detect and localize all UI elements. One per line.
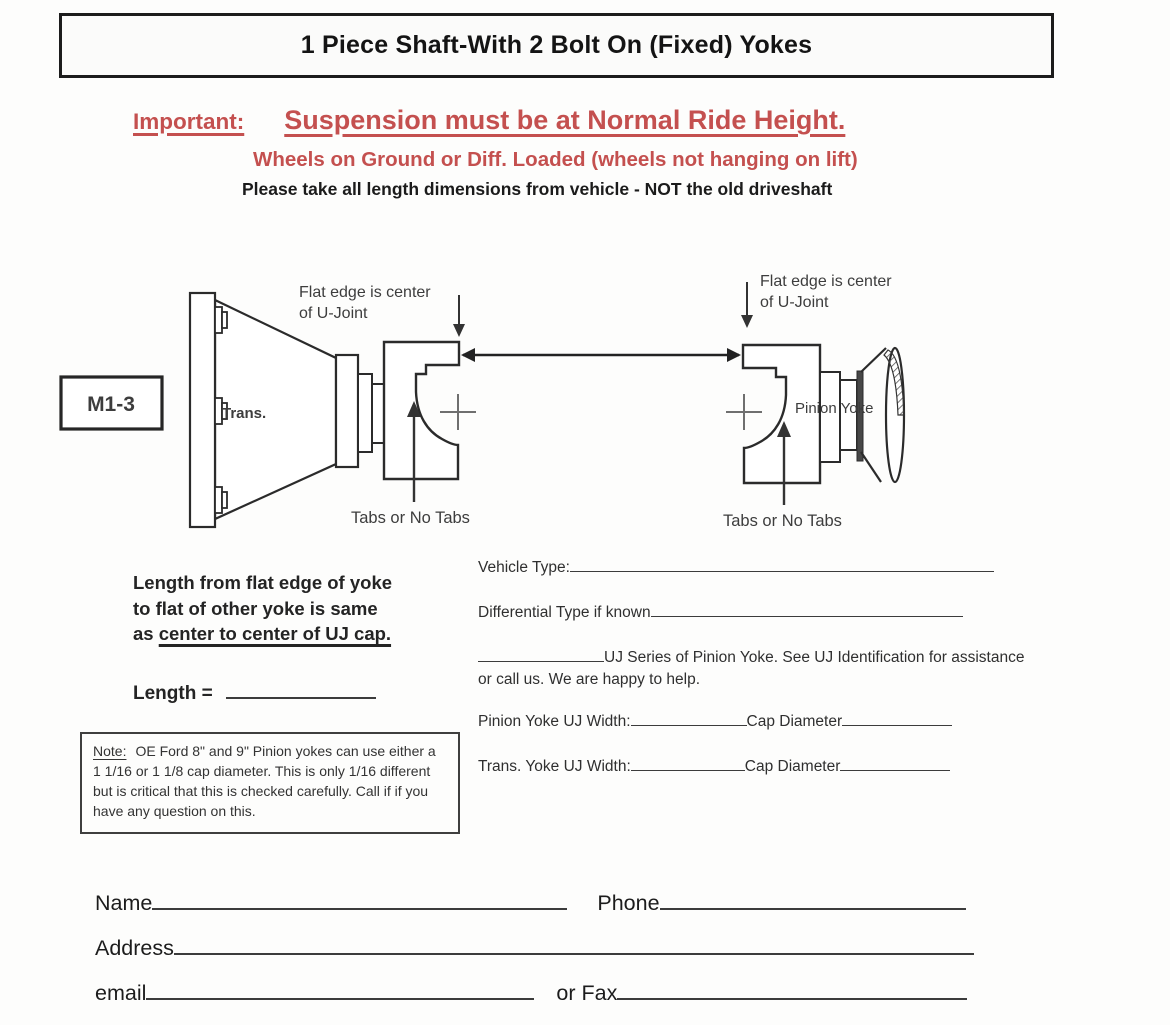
model-code-label: M1-3 bbox=[87, 393, 135, 416]
name-phone-row bbox=[95, 891, 966, 916]
address-row bbox=[95, 936, 974, 961]
trans-yoke-shape bbox=[384, 342, 459, 479]
email-label: email bbox=[95, 981, 147, 1005]
uj-series-text: UJ Series of Pinion Yoke. See UJ Identification for assistance or call us. We are happy to help. bbox=[478, 649, 1025, 688]
transmission-flange-shape bbox=[190, 293, 215, 527]
pinion-yoke-uj-width-label: Pinion Yoke UJ Width: bbox=[478, 713, 631, 730]
differential-type-label: Differential Type if known bbox=[478, 604, 651, 621]
phone-label: Phone bbox=[597, 891, 660, 915]
flat-edge-label-right-line2: of U-Joint bbox=[760, 294, 829, 311]
flat-edge-label-right-line1: Flat edge is center bbox=[760, 273, 892, 290]
pinion-cap-diameter-label: Cap Diameter bbox=[746, 713, 843, 730]
driveshaft-diagram bbox=[55, 255, 925, 547]
tabs-label-right: Tabs or No Tabs bbox=[723, 512, 842, 530]
tabs-label-left: Tabs or No Tabs bbox=[351, 509, 470, 527]
trans-cap-diameter-field[interactable] bbox=[840, 756, 950, 771]
measure-instruction-line: Please take all length dimensions from vehicle - NOT the old driveshaft bbox=[242, 179, 833, 199]
note-text: OE Ford 8" and 9" Pinion yokes can use either a 1 1/16 or 1 1/8 cap diameter. This is only 1/16 different but is critical that this is checked carefully. Call if if you have any question on this. bbox=[93, 743, 436, 819]
ride-height-headline: Suspension must be at Normal Ride Height. bbox=[284, 105, 846, 135]
flat-edge-arrow-right bbox=[741, 282, 753, 328]
uj-center-crosshair-right bbox=[726, 394, 762, 430]
length-label: Length = bbox=[133, 683, 213, 704]
differential-type-field[interactable] bbox=[651, 602, 963, 617]
flat-edge-arrow-left bbox=[453, 295, 465, 337]
note-label: Note: bbox=[93, 743, 127, 759]
length-field[interactable] bbox=[226, 681, 376, 699]
trans-label: Trans. bbox=[222, 405, 267, 422]
trans-cap-diameter-label: Cap Diameter bbox=[744, 758, 841, 775]
center-to-center-underlined: center to center of UJ cap. bbox=[158, 623, 392, 644]
flat-edge-label-left-line2: of U-Joint bbox=[299, 305, 368, 322]
phone-field[interactable] bbox=[660, 892, 966, 910]
ford-note-box bbox=[80, 732, 460, 834]
length-explanation-line3: as center to center of UJ cap. bbox=[133, 623, 392, 644]
length-row bbox=[133, 681, 376, 705]
uj-series-row bbox=[478, 647, 1038, 690]
email-fax-row bbox=[95, 981, 967, 1006]
pinion-yoke-width-row bbox=[478, 711, 952, 731]
wheels-on-ground-line: Wheels on Ground or Diff. Loaded (wheels not hanging on lift) bbox=[253, 148, 858, 171]
important-label: Important: bbox=[133, 109, 245, 134]
trans-yoke-uj-width-label: Trans. Yoke UJ Width: bbox=[478, 758, 631, 775]
slip-spline-step-shape bbox=[372, 384, 384, 443]
fax-field[interactable] bbox=[617, 982, 967, 1000]
pinion-yoke-uj-width-field[interactable] bbox=[631, 711, 747, 726]
differential-type-row bbox=[478, 602, 963, 622]
length-explanation-line1: Length from flat edge of yoke bbox=[133, 572, 393, 593]
vehicle-type-label: Vehicle Type: bbox=[478, 559, 570, 576]
length-explanation-line2: to flat of other yoke is same bbox=[133, 597, 378, 619]
trans-yoke-uj-width-field[interactable] bbox=[631, 756, 745, 771]
flat-edge-label-left-line1: Flat edge is center bbox=[299, 284, 431, 301]
address-field[interactable] bbox=[174, 937, 974, 955]
form-title: 1 Piece Shaft-With 2 Bolt On (Fixed) Yokes bbox=[300, 31, 813, 59]
important-heading bbox=[133, 105, 845, 136]
vehicle-type-field[interactable] bbox=[570, 557, 994, 572]
name-label: Name bbox=[95, 891, 153, 915]
length-explanation bbox=[133, 570, 453, 647]
address-label: Address bbox=[95, 936, 174, 960]
fax-label: or Fax bbox=[556, 981, 618, 1005]
slip-spline-shape bbox=[358, 374, 372, 452]
tail-housing-shape bbox=[336, 355, 358, 467]
trans-yoke-width-row bbox=[478, 756, 950, 776]
length-arrow bbox=[461, 348, 741, 362]
uj-center-crosshair-left bbox=[440, 394, 476, 430]
pinion-spline-shape bbox=[820, 372, 840, 462]
name-field[interactable] bbox=[152, 892, 567, 910]
pinion-cap-diameter-field[interactable] bbox=[842, 711, 952, 726]
form-title-box bbox=[59, 13, 1054, 78]
email-field[interactable] bbox=[146, 982, 534, 1000]
vehicle-type-row bbox=[478, 557, 994, 577]
uj-series-field[interactable] bbox=[478, 647, 604, 662]
pinion-yoke-label: Pinion Yoke bbox=[795, 400, 874, 417]
